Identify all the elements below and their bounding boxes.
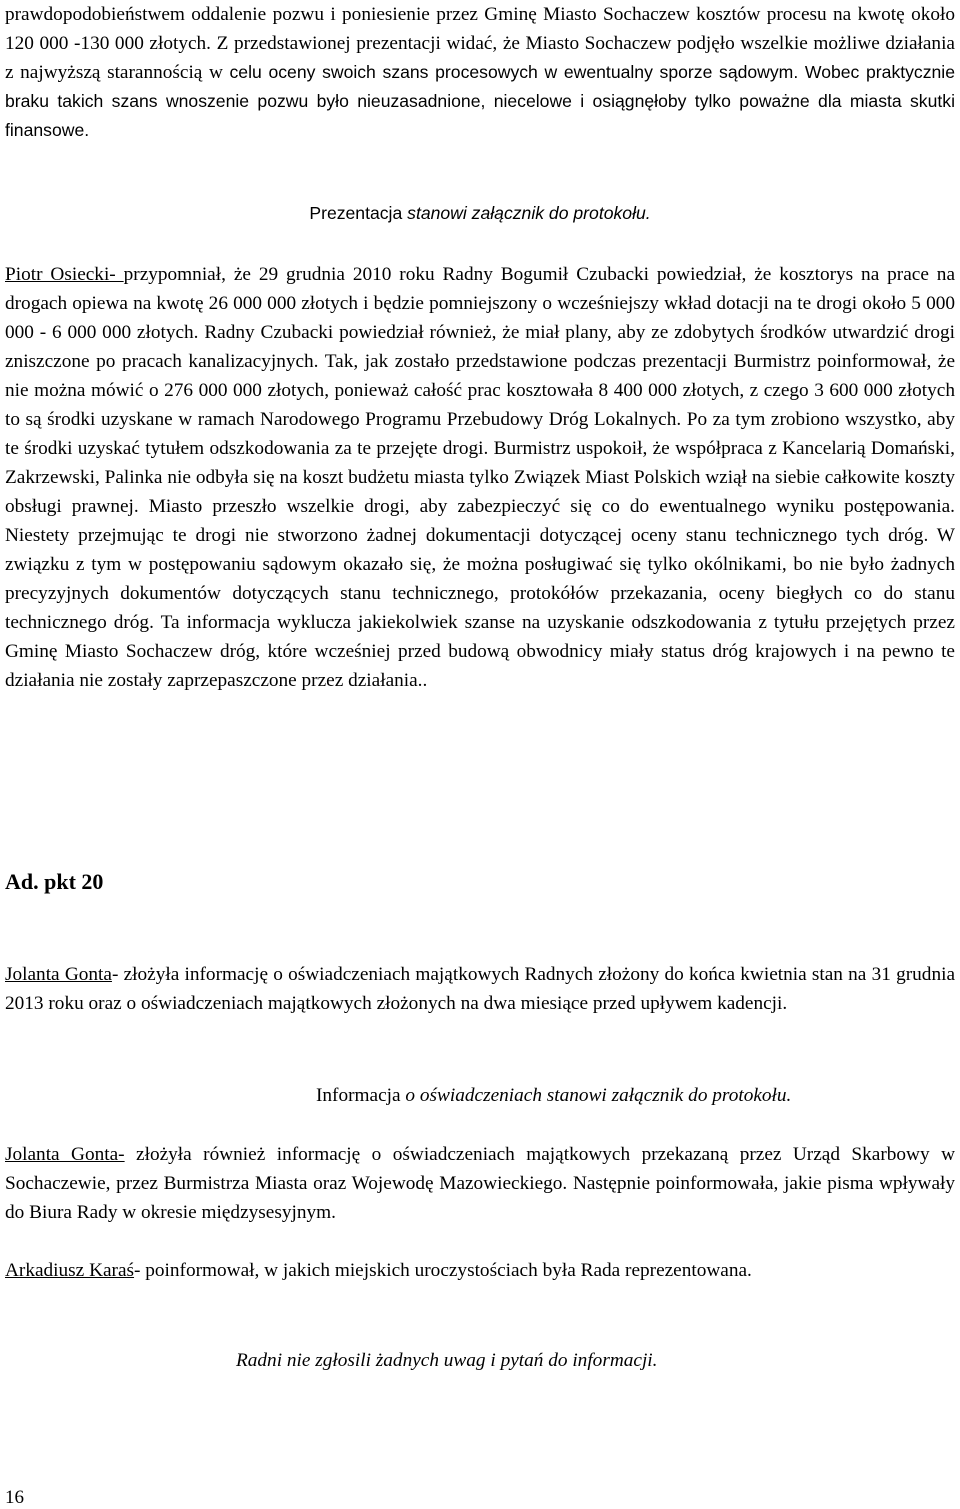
gonta-text-1: - złożyła informację o oświadczeniach majątkowych Radnych złożony do końca kwietnia stan na 31 grudnia 2013 roku oraz o oświadczeniach majątkowych złożonych na dwa miesiące przed upływem kadencji. bbox=[5, 964, 955, 1014]
declarations-note-plain: Informacja bbox=[316, 1085, 406, 1106]
gonta-text-2: złożyła również informację o oświadczeniach majątkowych przekazaną przez Urząd Skarbowy w Sochaczewie, przez Burmistrza Miasta oraz Wojewodę Mazowieckiego. Następnie poinformowała, jakie pisma wpływały do Biura Rady w okresie międzysesyjnym. bbox=[5, 1144, 955, 1223]
osiecki-text: przypomniał, że 29 grudnia 2010 roku Radny Bogumił Czubacki powiedział, że kosztorys na prace na drogach opiewa na kwotę 26 000 000 złotych i będzie pomniejszony o wcześniejszy wkład dotacji na te drogi około 5 000 000 - 6 000 000 złotych. Radny Czubacki powiedział również, że miał plany, aby ze zdobytych środków utwardzić drogi zniszczone po pracach kanalizacyjnych. Tak, jak zostało przedstawione podczas prezentacji Burmistrz poinformował, że nie można mówić o 276 000 000 złotych, ponieważ całość prac kosztowała 8 400 000 złotych, z czego 3 600 000 złotych to są środki uzyskane w ramach Narodowego Programu Przebudowy Dróg Lokalnych. Po za tym zrobiono wszystko, aby te środki uzyskać tytułem odszkodowania za te przejęte drogi. Burmistrz uspokoił, że współpraca z Kancelarią Domański, Zakrzewski, Palinka nie odbyła się na koszt budżetu miasta tylko Związek Miast Polskich wziął na siebie całkowite koszty obsługi prawnej. Miasto przeszło wszelkie drogi, aby zabezpieczyć się co do ewentualnego wyniku postępowania. Niestety przejmując te drogi nie stworzono żadnej dokumentacji dotyczącej oceny stanu technicznego tych dróg. W związku z tym w postępowaniu sądowym okazało się, że można posługiwać się tylko okólnikami, bo nie było żadnych precyzyjnych dokumentów dotyczących stanu technicznego, protokółów przekazania, oceny biegłych co do stanu technicznego dróg. Ta informacja wyklucza jakiekolwiek szanse na uzyskanie odszkodowania z tytułu przejętych przez Gminę Miasto Sochaczew dróg, które wcześniej przed budową obwodnicy miały status dróg krajowych i na pewno te działania nie zostały zaprzepaszczone przez działania.. bbox=[5, 264, 955, 691]
karas-paragraph bbox=[5, 1256, 955, 1285]
osiecki-paragraph bbox=[5, 260, 955, 695]
karas-text: - poinformował, w jakich miejskich uroczystościach była Rada reprezentowana. bbox=[134, 1260, 752, 1281]
presentation-note bbox=[5, 199, 955, 228]
declarations-note bbox=[316, 1081, 791, 1110]
speaker-name: Jolanta Gonta- bbox=[5, 1144, 125, 1165]
intro-text-3: celu oceny swoich szans procesowych w ewentualny sporze sądowym. Wobec praktycznie braku takich szans wnoszenie pozwu było nieuzasadnione, niecelowe i osiągnęłoby tylko poważne dla miasta skutki finansowe. bbox=[5, 62, 955, 140]
speaker-name: Arkadiusz Karaś bbox=[5, 1260, 135, 1281]
presentation-note-italic: stanowi załącznik do protokołu. bbox=[407, 203, 651, 223]
declarations-note-italic: o oświadczeniach stanowi załącznik do protokołu. bbox=[405, 1085, 792, 1106]
gonta-paragraph-1 bbox=[5, 960, 955, 1018]
intro-text-1: prawdopodobieństwem oddalenie pozwu i poniesienie przez Gminę Miasto Sochaczew kosztów procesu na kwotę około 120 000 -130 000 złotych. bbox=[5, 4, 955, 54]
section-heading: Ad. pkt 20 bbox=[5, 869, 104, 894]
presentation-note-plain: Prezentacja bbox=[309, 203, 408, 223]
speaker-name: Piotr Osiecki- bbox=[5, 264, 124, 285]
intro-paragraph bbox=[5, 0, 955, 145]
page-number: 16 bbox=[5, 1487, 24, 1508]
intro-text-2: Z przedstawionej prezentacji widać, że Miasto Sochaczew podjęło wszelkie możliwe działania z najwyższą starannością w bbox=[5, 33, 955, 83]
speaker-name: Jolanta Gonta bbox=[5, 964, 112, 985]
gonta-paragraph-2 bbox=[5, 1140, 955, 1227]
closing-note: Radni nie zgłosili żadnych uwag i pytań do informacji. bbox=[236, 1350, 658, 1371]
